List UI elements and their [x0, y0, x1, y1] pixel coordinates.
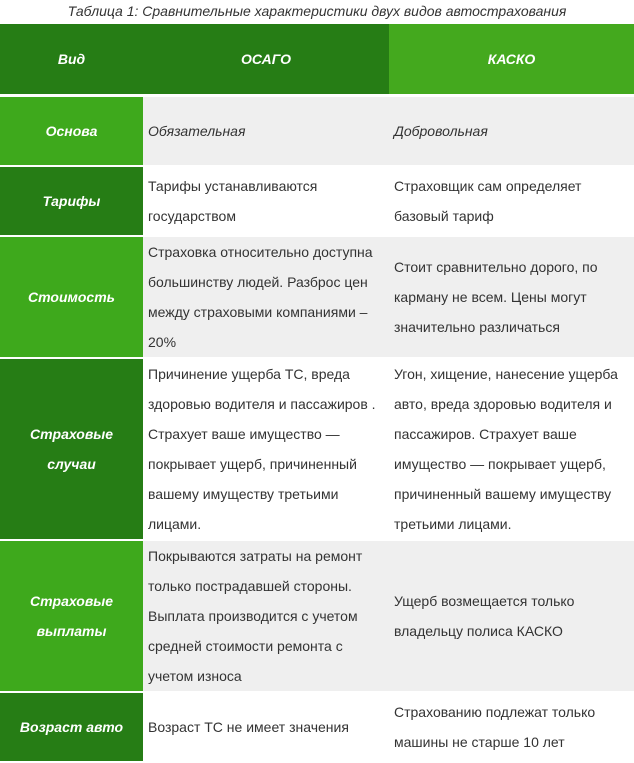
row-label-basis: Основа	[0, 96, 143, 166]
comparison-table	[0, 24, 634, 763]
osago-value: Возраст ТС не имеет значения	[143, 692, 389, 762]
kasko-value: Страховщик сам определяет базовый тариф	[389, 166, 634, 236]
row-label-insured-events: Страховые случаи	[0, 358, 143, 540]
table-row	[0, 96, 634, 166]
table-row	[0, 692, 634, 762]
kasko-value: Стоит сравнительно дорого, по карману не всем. Цены могут значительно различаться	[389, 236, 634, 358]
kasko-value: Угон, хищение, нанесение ущерба авто, вреда здоровью водителя и пассажиров. Страхует ваше имущество — покрывает ущерб, причиненный вашему имуществу третьими лицами.	[389, 358, 634, 540]
row-label-payouts: Страховые выплаты	[0, 540, 143, 692]
osago-value: Причинение ущерба ТС, вреда здоровью водителя и пассажиров . Страхует ваше имущество — покрывает ущерб, причиненный вашему имуществу третьими лицами.	[143, 358, 389, 540]
header-row	[0, 24, 634, 96]
table-row	[0, 166, 634, 236]
table-caption: Таблица 1: Сравнительные характеристики двух видов автострахования	[67, 3, 567, 19]
header-kasko: КАСКО	[389, 24, 634, 96]
header-type: Вид	[0, 24, 143, 96]
header-osago: ОСАГО	[143, 24, 389, 96]
row-label-cost: Стоимость	[0, 236, 143, 358]
table-row	[0, 236, 634, 358]
kasko-value: Добровольная	[389, 96, 634, 166]
table-row	[0, 358, 634, 540]
row-label-car-age: Возраст авто	[0, 692, 143, 762]
osago-value: Покрываются затраты на ремонт только пострадавшей стороны. Выплата производится с учетом средней стоимости ремонта с учетом износа	[143, 540, 389, 692]
kasko-value: Ущерб возмещается только владельцу полиса КАСКО	[389, 540, 634, 692]
table-row	[0, 540, 634, 692]
osago-value: Обязательная	[143, 96, 389, 166]
row-label-tariffs: Тарифы	[0, 166, 143, 236]
osago-value: Страховка относительно доступна большинству людей. Разброс цен между страховыми компаниями – 20%	[143, 236, 389, 358]
kasko-value: Страхованию подлежат только машины не старше 10 лет	[389, 692, 634, 762]
osago-value: Тарифы устанавливаются государством	[143, 166, 389, 236]
